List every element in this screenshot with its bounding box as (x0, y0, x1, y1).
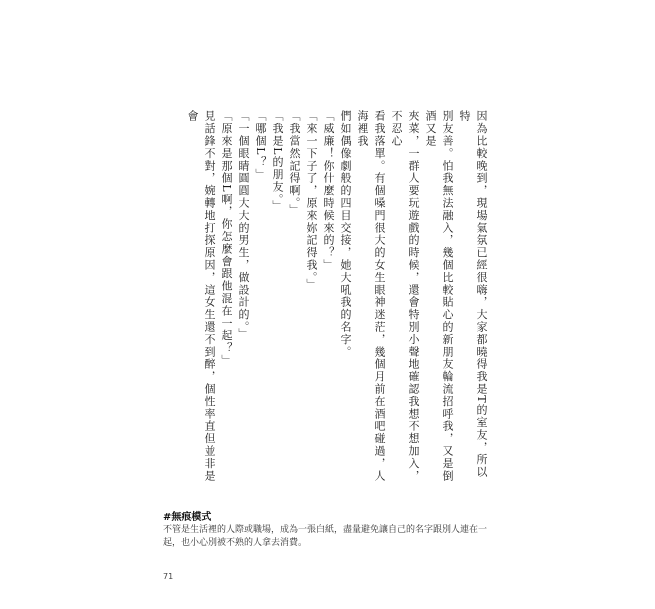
text-column: 們如偶像劇般的四目交接，她大吼我的名字。 (339, 110, 352, 358)
dialogue-line: 「我當然記得啊。」 (288, 110, 301, 217)
dialogue-line: 「原來是那個L啊，你怎麼會跟他混在一起？」 (220, 110, 233, 367)
dialogue-line: 「我是L的朋友。」 (271, 110, 284, 213)
text-column: 夾菜，一群人要玩遊戲的時候，還會特別小聲地確認我想不想加入，不忍心 (390, 110, 420, 482)
page-number: 71 (163, 572, 174, 581)
dialogue-line: 「哪個L？」 (254, 110, 267, 181)
text-column: 看我落單。有個嗓門很大的女生眼神迷茫，幾個月前在酒吧碰過，人海裡我 (356, 110, 386, 482)
text-column: 見話鋒不對，婉轉地打探原因，這女生還不到醉，個性率直但並非是會 (186, 110, 216, 482)
dialogue-line: 「威廉！你什麼時候來的？」 (322, 110, 335, 272)
dialogue-line: 「來一下子了，原來妳記得我。」 (305, 110, 318, 291)
text-column: 別友善。怕我無法融入，幾個比較貼心的新朋友輪流招呼我，又是倒酒又是 (424, 110, 454, 482)
vertical-body-text (150, 110, 490, 482)
text-column: 因為比較晚到，現場氣氛已經很嗨，大家都曉得我是T的室友，所以特 (458, 110, 488, 479)
dialogue-line: 「一個眼睛圓圓大大的男生，做設計的。」 (237, 110, 250, 341)
sidebar-title: #無痕模式 (163, 512, 212, 523)
sidebar-text: 不管是生活裡的人際或職場，成為一張白紙，盡量避免讓自己的名字跟別人連在一起，也小心別被不熟的人拿去消費。 (163, 525, 488, 548)
